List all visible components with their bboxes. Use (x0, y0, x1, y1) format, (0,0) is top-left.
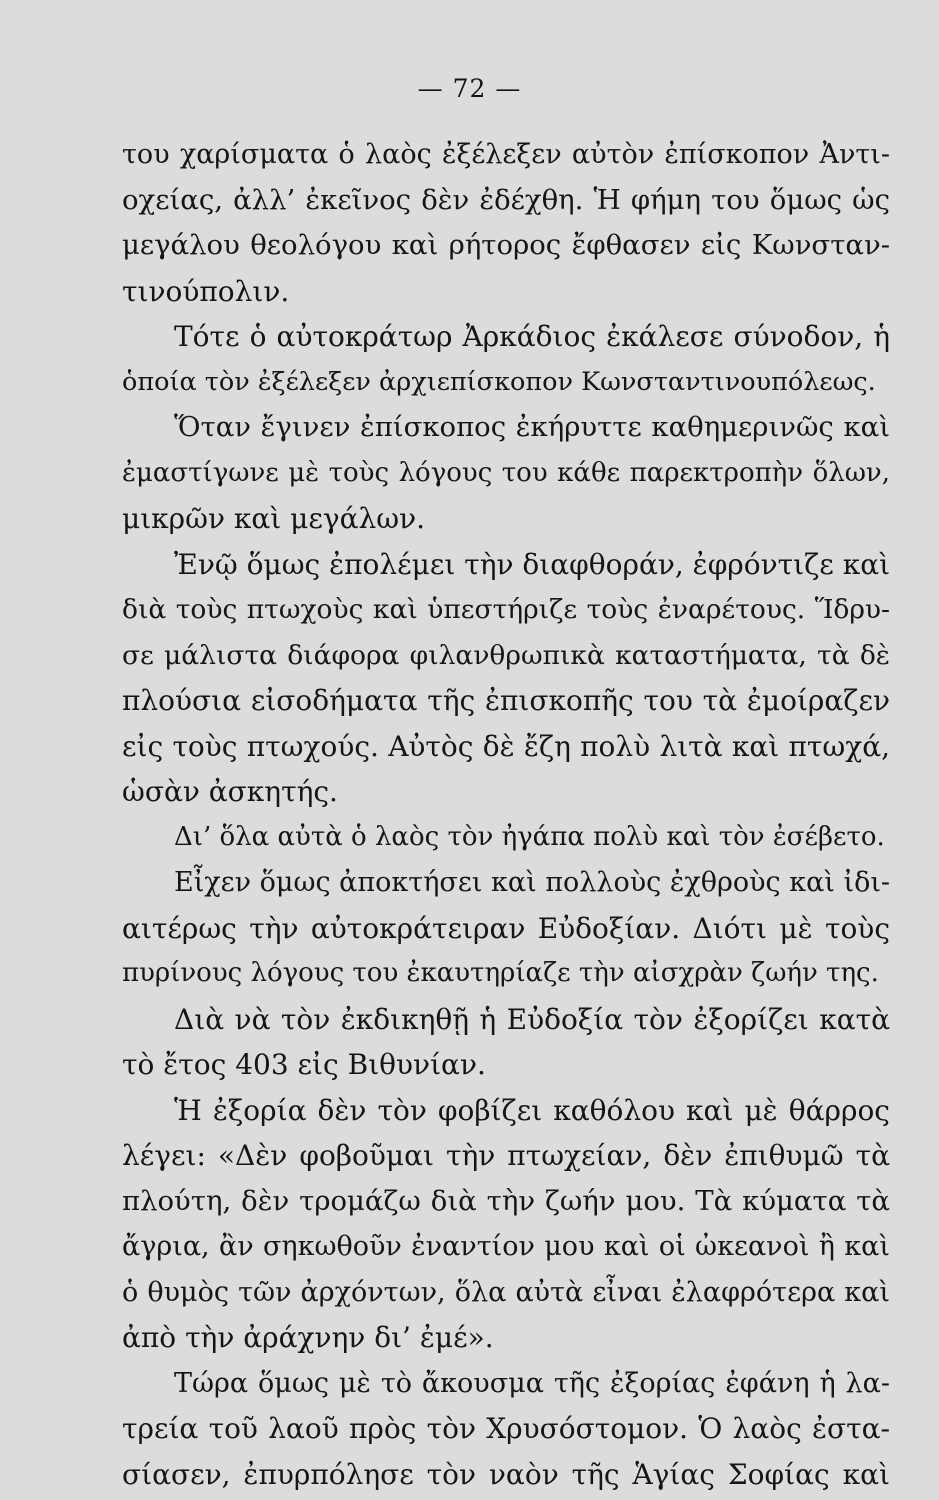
body-text (122, 132, 890, 1497)
text-line: πλούτη, δὲν τρομάζω διὰ τὴν ζωήν μου. Τὰ κύματα τὰ (122, 1184, 890, 1217)
text-line: ὁ θυμὸς τῶν ἀρχόντων, ὅλα αὐτὰ εἶναι ἐλαφρότερα καὶ (122, 1276, 890, 1308)
text-line: Δι’ ὅλα αὐτὰ ὁ λαὸς τὸν ἠγάπα πολὺ καὶ τὸν ἐσέβετο. (174, 821, 885, 852)
text-line: ὁποία τὸν ἐξέλεξεν ἀρχιεπίσκοπον Κωνσταντινουπόλεως. (122, 366, 876, 397)
text-line: Τότε ὁ αὐτοκράτωρ Ἀρκάδιος ἐκάλεσε σύνοδον, ἡ (174, 320, 890, 353)
text-line: τὸ ἔτος 403 εἰς Βιθυνίαν. (122, 1048, 486, 1081)
text-line: Ὅταν ἔγινεν ἐπίσκοπος ἐκήρυττε καθημερινῶς καὶ (174, 411, 890, 443)
text-line: διὰ τοὺς πτωχοὺς καὶ ὑπεστήριζε τοὺς ἐναρέτους. Ἵδρυ- (122, 594, 890, 625)
text-line: μεγάλου θεολόγου καὶ ρήτορος ἔφθασεν εἰς Κωνσταν- (122, 229, 890, 261)
text-line: ἐμαστίγωνε μὲ τοὺς λόγους του κάθε παρεκτροπὴν ὅλων, (122, 457, 890, 488)
text-line: πυρίνους λόγους του ἐκαυτηρίαζε τὴν αἰσχρὰν ζωήν της. (122, 958, 879, 988)
text-line: ἀπὸ τὴν ἀράχνην δι’ ἐμέ». (122, 1321, 494, 1354)
text-line: σε μάλιστα διάφορα φιλανθρωπικὰ καταστήματα, τὰ δὲ (122, 639, 890, 671)
text-line: Εἶχεν ὅμως ἀποκτήσει καὶ πολλοὺς ἐχθροὺς καὶ ἰδι- (174, 867, 891, 898)
text-line: μικρῶν καὶ μεγάλων. (122, 502, 426, 535)
text-line: ὡσὰν ἀσκητής. (122, 775, 338, 808)
page-number: — 72 — (417, 74, 522, 103)
text-line: λέγει: «Δὲν φοβοῦμαι τὴν πτωχείαν, δὲν ἐπιθυμῶ τὰ (122, 1139, 890, 1172)
text-line: τρεία τοῦ λαοῦ πρὸς τὸν Χρυσόστομον. Ὁ λαὸς ἐστα- (122, 1412, 890, 1445)
text-line: οχείας, ἀλλ’ ἐκεῖνος δὲν ἐδέχθη. Ἡ φήμη του ὅμως ὡς (122, 183, 890, 216)
text-line: Τώρα ὅμως μὲ τὸ ἄκουσμα τῆς ἐξορίας ἐφάνη ἡ λα- (174, 1367, 890, 1399)
text-line: του χαρίσματα ὁ λαὸς ἐξέλεξεν αὐτὸν ἐπίσκοπον Ἀντι- (122, 139, 890, 170)
text-line: αιτέρως τὴν αὐτοκράτειραν Εὐδοξίαν. Διότι μὲ τοὺς (122, 911, 890, 945)
text-line: Ἡ ἐξορία δὲν τὸν φοβίζει καθόλου καὶ μὲ θάρρος (174, 1093, 890, 1127)
text-line: Ἐνῷ ὅμως ἐπολέμει τὴν διαφθοράν, ἐφρόντιζε καὶ (174, 547, 891, 581)
text-line: ἄγρια, ἂν σηκωθοῦν ἐναντίον μου καὶ οἱ ὠκεανοὶ ἢ καὶ (122, 1231, 890, 1262)
text-line: εἰς τοὺς πτωχούς. Αὐτὸς δὲ ἔζη πολὺ λιτὰ καὶ πτωχά, (122, 729, 890, 763)
text-line: σίασεν, ἐπυρπόλησε τὸν ναὸν τῆς Ἁγίας Σοφίας καὶ (122, 1457, 890, 1491)
text-line: τινούπολιν. (122, 274, 290, 308)
text-line: πλούσια εἰσοδήματα τῆς ἐπισκοπῆς του τὰ ἐμοίραζεν (122, 684, 890, 717)
text-line: Διὰ νὰ τὸν ἐκδικηθῇ ἡ Εὐδοξία τὸν ἐξορίζει κατὰ (174, 1002, 890, 1036)
